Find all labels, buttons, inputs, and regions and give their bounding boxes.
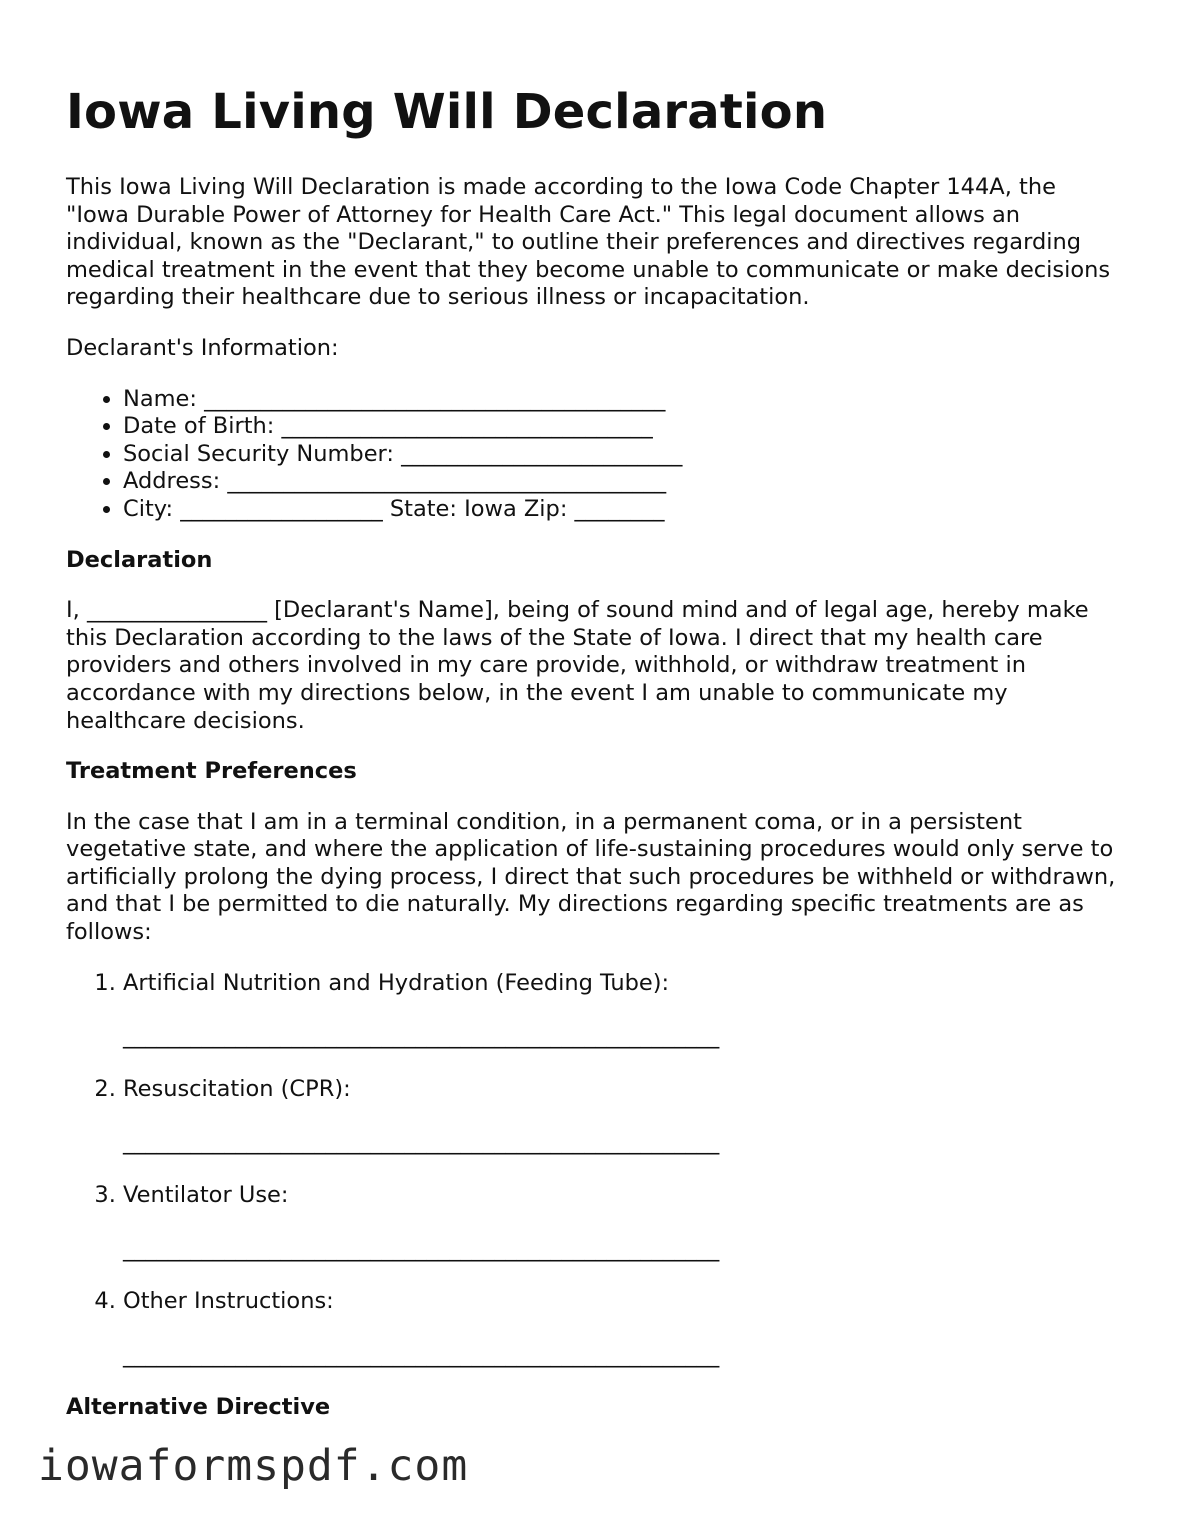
treatment-label: 4. Other Instructions: <box>123 1288 334 1315</box>
alternative-directive-heading: Alternative Directive <box>66 1394 331 1421</box>
treatment-label: 3. Ventilator Use: <box>123 1182 289 1209</box>
declaration-paragraph: I, ________________ [Declarant's Name], being of sound mind and of legal age, hereby make this Declaration according to the laws of the State of Iowa. I direct that my health care providers and others involved in my care provide, withhold, or withdraw treatment in accordance with my directions below, in the event I am unable to communicate my healthcare decisions. <box>66 597 1089 734</box>
treatment-item <box>123 1288 1126 1369</box>
page-title: Iowa Living Will Declaration <box>66 84 828 140</box>
treatment-item <box>123 970 1126 1051</box>
declarant-name-field: • Name: _________________________________________ <box>123 386 1126 414</box>
treatment-item <box>123 1076 1126 1157</box>
declaration-heading: Declaration <box>66 546 213 573</box>
declarant-info-list <box>66 386 1126 524</box>
treatment-list <box>66 970 1126 1370</box>
treatment-blank-line: _____________________________________________________ <box>123 1129 720 1156</box>
intro-paragraph: This Iowa Living Will Declaration is made according to the Iowa Code Chapter 144A, the "Iowa Durable Power of Attorney for Health Care Act." This legal document allows an individual, known as the "Declarant," to outline their preferences and directives regarding medical treatment in the event that they become unable to communicate or make decisions regarding their healthcare due to serious illness or incapacitation. <box>66 174 1111 311</box>
declarant-dob-field: • Date of Birth: _________________________________ <box>123 413 1126 441</box>
treatment-heading: Treatment Preferences <box>66 758 357 785</box>
treatment-paragraph: In the case that I am in a terminal condition, in a permanent coma, or in a persistent vegetative state, and where the application of life-sustaining procedures would only serve to artificially prolong the dying process, I direct that such procedures be withheld or withdrawn, and that I be permitted to die naturally. My directions regarding specific treatments are as follows: <box>66 808 1116 946</box>
declarant-city-state-zip-field: • City: __________________ State: Iowa Zip: ________ <box>123 496 1126 524</box>
site-watermark: iowaformspdf.com <box>38 1441 469 1491</box>
declarant-ssn-field: • Social Security Number: _________________________ <box>123 441 1126 469</box>
document-page <box>66 84 1126 1445</box>
treatment-blank-line: _____________________________________________________ <box>123 1023 720 1050</box>
treatment-label: 2. Resuscitation (CPR): <box>123 1075 351 1102</box>
treatment-blank-line: _____________________________________________________ <box>123 1341 720 1368</box>
declarant-info-label: Declarant's Information: <box>66 334 339 361</box>
declarant-address-field: • Address: _______________________________________ <box>123 468 1126 496</box>
treatment-item <box>123 1182 1126 1263</box>
treatment-blank-line: _____________________________________________________ <box>123 1235 720 1262</box>
treatment-label: 1. Artificial Nutrition and Hydration (Feeding Tube): <box>123 969 670 996</box>
